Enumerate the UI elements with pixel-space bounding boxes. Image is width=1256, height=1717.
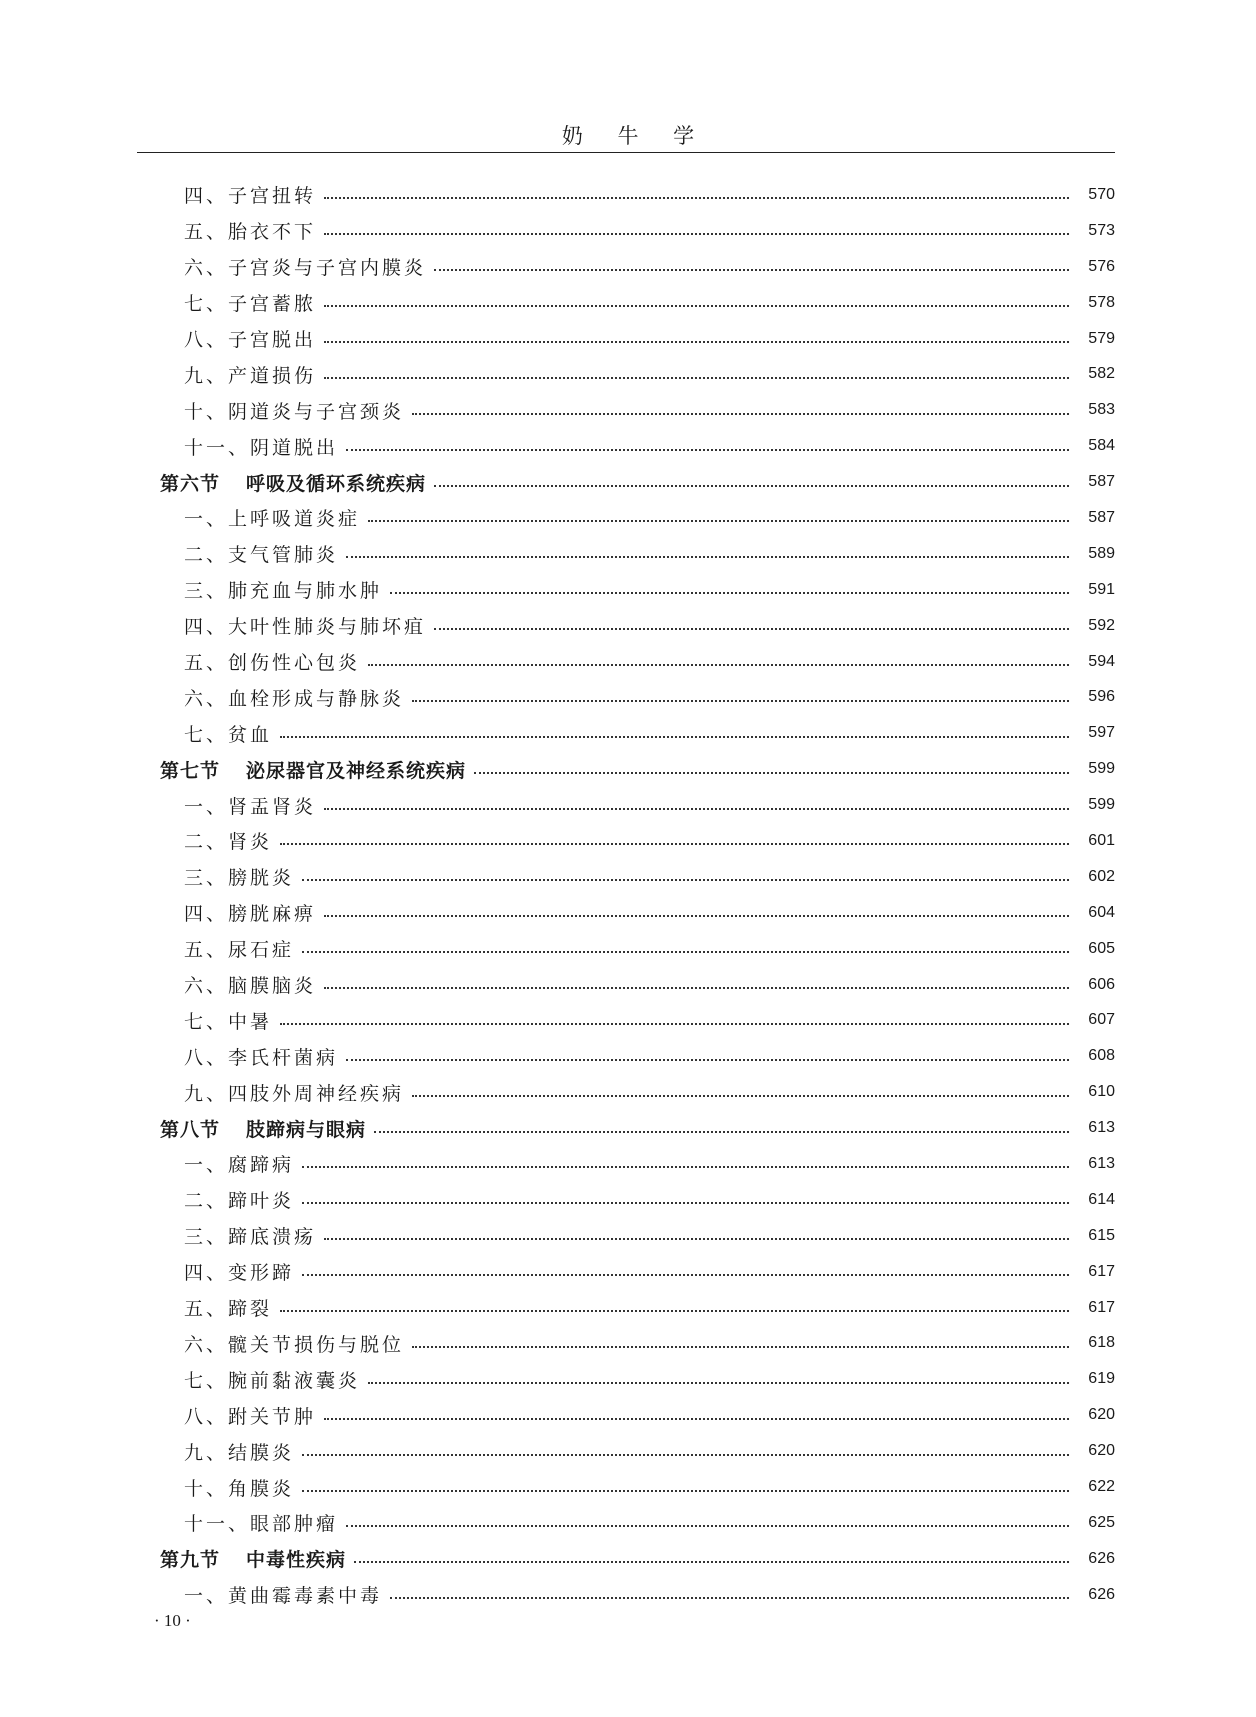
running-header-title: 奶 牛 学 <box>561 124 709 148</box>
toc-section-entry[interactable] <box>160 751 1115 787</box>
toc-entry-label: 六、脑膜脑炎 <box>184 975 317 998</box>
dot-leader <box>412 1345 1069 1348</box>
dot-leader <box>434 484 1069 487</box>
toc-item-entry[interactable] <box>160 644 1115 680</box>
toc-page-number: 607 <box>1088 1011 1115 1029</box>
toc-item-entry[interactable] <box>160 1361 1115 1397</box>
toc-page-number: 599 <box>1088 796 1115 814</box>
toc-item-entry[interactable] <box>160 1038 1115 1074</box>
toc-item-entry[interactable] <box>160 213 1115 249</box>
toc-item-entry[interactable] <box>160 1290 1115 1326</box>
toc-item-entry[interactable] <box>160 249 1115 285</box>
toc-page-number: 613 <box>1088 1154 1115 1172</box>
toc-page-number: 599 <box>1088 760 1115 778</box>
dot-leader <box>324 807 1069 810</box>
toc-page-number: 570 <box>1088 185 1115 203</box>
toc-page-number: 587 <box>1088 508 1115 526</box>
toc-entry-label: 五、胎衣不下 <box>184 221 317 244</box>
dot-leader <box>302 1165 1069 1168</box>
toc-entry-label: 九、四肢外周神经疾病 <box>184 1082 405 1105</box>
toc-section-number: 第九节 <box>160 1549 221 1572</box>
toc-entry-label: 六、血栓形成与静脉炎 <box>184 687 405 710</box>
dot-leader <box>412 412 1069 415</box>
toc-entry-label: 三、蹄底溃疡 <box>184 1226 317 1249</box>
toc-item-entry[interactable] <box>160 1146 1115 1182</box>
toc-page-number: 620 <box>1088 1442 1115 1460</box>
toc-entry-label: 七、中暑 <box>184 1010 273 1033</box>
toc-page-number: 605 <box>1088 939 1115 957</box>
toc-page-number: 615 <box>1088 1226 1115 1244</box>
table-of-contents <box>160 177 1115 1613</box>
dot-leader <box>280 842 1069 845</box>
toc-item-entry[interactable] <box>160 787 1115 823</box>
toc-page-number: 622 <box>1088 1478 1115 1495</box>
dot-leader <box>434 268 1069 271</box>
dot-leader <box>324 304 1069 307</box>
dot-leader <box>434 627 1069 630</box>
dot-leader <box>354 1560 1069 1563</box>
dot-leader <box>280 735 1069 738</box>
toc-page-number: 583 <box>1088 401 1115 419</box>
toc-entry-label: 八、跗关节肿 <box>184 1405 317 1428</box>
dot-leader <box>368 1381 1069 1384</box>
toc-item-entry[interactable] <box>160 1577 1115 1613</box>
dot-leader <box>412 699 1069 702</box>
toc-item-entry[interactable] <box>160 1254 1115 1290</box>
toc-page-number: 626 <box>1088 1585 1115 1603</box>
toc-page-number: 617 <box>1088 1298 1115 1316</box>
toc-section-number: 第八节 <box>160 1118 221 1141</box>
dot-leader <box>302 1489 1069 1492</box>
toc-item-entry[interactable] <box>160 1182 1115 1218</box>
toc-page-number: 614 <box>1088 1190 1115 1208</box>
toc-page-number: 578 <box>1088 293 1115 311</box>
toc-page-number: 618 <box>1088 1334 1115 1352</box>
toc-entry-label: 八、李氏杆菌病 <box>184 1046 339 1069</box>
toc-entry-label: 一、黄曲霉毒素中毒 <box>184 1585 383 1608</box>
dot-leader <box>346 1058 1069 1061</box>
toc-item-entry[interactable] <box>160 1433 1115 1469</box>
toc-item-entry[interactable] <box>160 608 1115 644</box>
dot-leader <box>280 1309 1069 1312</box>
toc-entry-label: 一、腐蹄病 <box>184 1154 295 1177</box>
dot-leader <box>412 1094 1069 1097</box>
toc-item-entry[interactable] <box>160 1397 1115 1433</box>
toc-item-entry[interactable] <box>160 1218 1115 1254</box>
toc-entry-label: 二、蹄叶炎 <box>184 1190 295 1213</box>
dot-leader <box>324 376 1069 379</box>
toc-item-entry[interactable] <box>160 1505 1115 1541</box>
toc-page-number: 613 <box>1088 1119 1115 1137</box>
toc-item-entry[interactable] <box>160 428 1115 464</box>
dot-leader <box>374 1130 1069 1133</box>
toc-page-number: 591 <box>1088 580 1115 598</box>
dot-leader <box>368 519 1069 522</box>
toc-entry-label: 七、腕前黏液囊炎 <box>184 1369 361 1392</box>
dot-leader <box>302 1453 1069 1456</box>
toc-entry-label: 泌尿器官及神经系统疾病 <box>246 759 467 782</box>
toc-entry-label: 四、大叶性肺炎与肺坏疽 <box>184 616 427 639</box>
toc-entry-label: 十一、眼部肿瘤 <box>184 1513 339 1536</box>
dot-leader <box>390 591 1069 594</box>
toc-page-number: 620 <box>1088 1406 1115 1424</box>
toc-page-number: 594 <box>1088 652 1115 670</box>
toc-entry-label: 一、肾盂肾炎 <box>184 795 317 818</box>
dot-leader <box>302 878 1069 881</box>
toc-page-number: 573 <box>1088 221 1115 239</box>
toc-item-entry[interactable] <box>160 177 1115 213</box>
dot-leader <box>302 1273 1069 1276</box>
toc-item-entry[interactable] <box>160 859 1115 895</box>
toc-entry-label: 三、膀胱炎 <box>184 867 295 890</box>
toc-page-number: 626 <box>1088 1549 1115 1567</box>
toc-section-entry[interactable] <box>160 1110 1115 1146</box>
toc-entry-label: 六、髋关节损伤与脱位 <box>184 1333 405 1356</box>
dot-leader <box>324 196 1069 199</box>
toc-entry-label: 中毒性疾病 <box>246 1549 347 1572</box>
toc-entry-label: 三、肺充血与肺水肿 <box>184 580 383 603</box>
toc-entry-label: 呼吸及循环系统疾病 <box>246 472 427 495</box>
toc-entry-label: 七、贫血 <box>184 723 273 746</box>
dot-leader <box>324 340 1069 343</box>
toc-item-entry[interactable] <box>160 967 1115 1003</box>
toc-item-entry[interactable] <box>160 1469 1115 1505</box>
page-number-folio: · 10 · <box>154 1611 191 1630</box>
toc-page-number: 584 <box>1088 437 1115 455</box>
toc-page-number: 617 <box>1088 1262 1115 1280</box>
dot-leader <box>302 1201 1069 1204</box>
toc-page-number: 604 <box>1088 903 1115 921</box>
toc-entry-label: 十、阴道炎与子宫颈炎 <box>184 400 405 423</box>
toc-entry-label: 五、尿石症 <box>184 939 295 962</box>
toc-item-entry[interactable] <box>160 572 1115 608</box>
dot-leader <box>346 555 1069 558</box>
toc-page-number: 576 <box>1088 257 1115 275</box>
dot-leader <box>324 914 1069 917</box>
toc-item-entry[interactable] <box>160 321 1115 357</box>
dot-leader <box>346 1524 1069 1527</box>
toc-section-number: 第六节 <box>160 472 221 495</box>
toc-item-entry[interactable] <box>160 931 1115 967</box>
toc-section-entry[interactable] <box>160 464 1115 500</box>
toc-item-entry[interactable] <box>160 715 1115 751</box>
toc-page-number: 596 <box>1088 688 1115 706</box>
toc-entry-label: 一、上呼吸道炎症 <box>184 508 361 531</box>
toc-item-entry[interactable] <box>160 679 1115 715</box>
toc-entry-label: 八、子宫脱出 <box>184 329 317 351</box>
toc-page-number: 597 <box>1088 724 1115 742</box>
toc-entry-label: 九、产道损伤 <box>184 364 317 387</box>
dot-leader <box>324 1237 1069 1240</box>
toc-page-number: 625 <box>1088 1513 1115 1531</box>
toc-entry-label: 五、蹄裂 <box>184 1298 273 1321</box>
toc-entry-label: 六、子宫炎与子宫内膜炎 <box>184 257 427 280</box>
toc-entry-label: 七、子宫蓄脓 <box>184 293 317 316</box>
toc-section-number: 第七节 <box>160 759 221 782</box>
toc-entry-label: 四、膀胱麻痹 <box>184 903 317 926</box>
dot-leader <box>324 1417 1069 1420</box>
toc-page-number: 610 <box>1088 1083 1115 1101</box>
toc-entry-label: 肢蹄病与眼病 <box>246 1118 367 1141</box>
toc-item-entry[interactable] <box>160 1002 1115 1038</box>
toc-item-entry[interactable] <box>160 392 1115 428</box>
toc-item-entry[interactable] <box>160 1074 1115 1110</box>
toc-page-number: 587 <box>1088 473 1115 491</box>
toc-entry-label: 九、结膜炎 <box>184 1441 295 1464</box>
dot-leader <box>324 986 1069 989</box>
toc-item-entry[interactable] <box>160 895 1115 931</box>
toc-page-number: 601 <box>1088 831 1115 849</box>
dot-leader <box>302 950 1069 953</box>
toc-item-entry[interactable] <box>160 356 1115 392</box>
toc-entry-label: 五、创伤性心包炎 <box>184 652 361 675</box>
toc-item-entry[interactable] <box>160 536 1115 572</box>
dot-leader <box>324 232 1069 235</box>
dot-leader <box>280 1022 1069 1025</box>
dot-leader <box>346 448 1069 451</box>
toc-page-number: 582 <box>1088 365 1115 383</box>
toc-entry-label: 十一、阴道脱出 <box>184 436 339 459</box>
toc-entry-label: 十、角膜炎 <box>184 1477 295 1500</box>
toc-entry-label: 二、支气管肺炎 <box>184 544 339 567</box>
toc-item-entry[interactable] <box>160 500 1115 536</box>
toc-item-entry[interactable] <box>160 823 1115 859</box>
toc-entry-label: 二、肾炎 <box>184 831 273 854</box>
dot-leader <box>368 663 1069 666</box>
toc-entry-label: 四、子宫扭转 <box>184 185 317 208</box>
toc-page-number: 602 <box>1088 867 1115 885</box>
toc-page-number: 606 <box>1088 975 1115 993</box>
toc-entry-label: 四、变形蹄 <box>184 1262 295 1285</box>
dot-leader <box>474 771 1069 774</box>
toc-item-entry[interactable] <box>160 285 1115 321</box>
toc-page-number: 579 <box>1088 329 1115 347</box>
dot-leader <box>390 1596 1069 1599</box>
toc-page-number: 608 <box>1088 1047 1115 1065</box>
toc-page-number: 619 <box>1088 1370 1115 1388</box>
header-rule <box>137 152 1115 153</box>
toc-page-number: 589 <box>1088 544 1115 562</box>
toc-section-entry[interactable] <box>160 1541 1115 1577</box>
toc-item-entry[interactable] <box>160 1326 1115 1362</box>
toc-page-number: 592 <box>1088 616 1115 634</box>
